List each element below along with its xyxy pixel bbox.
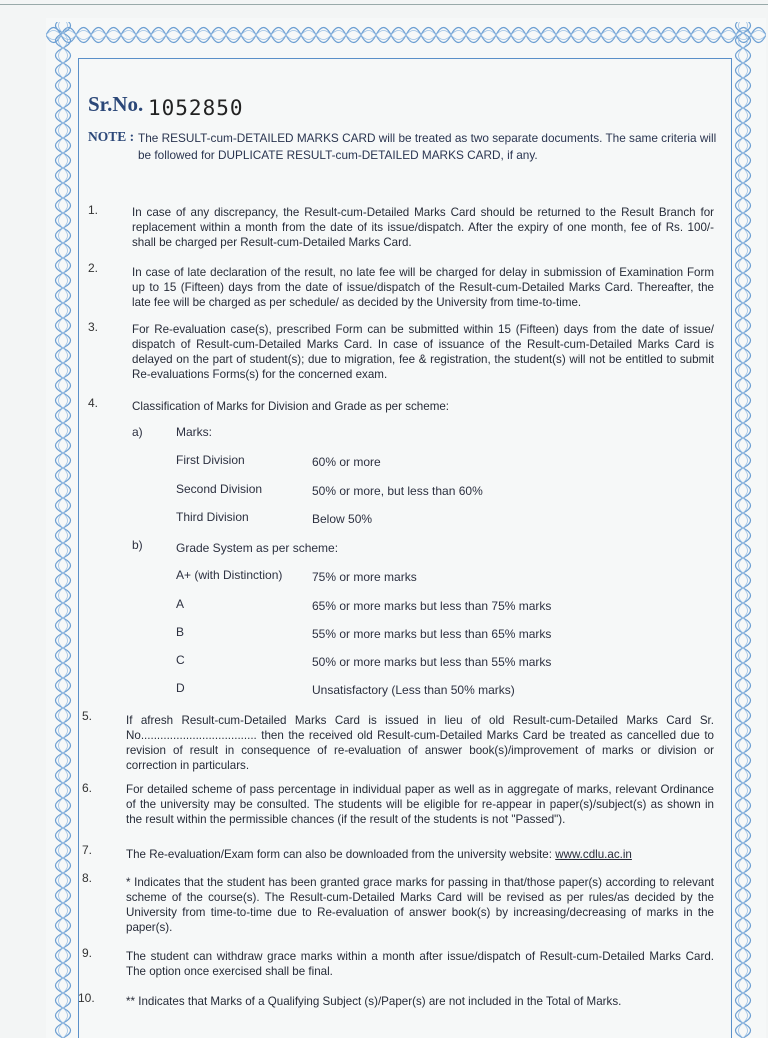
item-10-text: ** Indicates that Marks of a Qualifying Subject (s)/Paper(s) are not included in the Total of Marks. [126, 995, 622, 1008]
item-5-text: If afresh Result-cum-Detailed Marks Card is issued in lieu of old Result-cum-Detailed Marks Card Sr. No.................................... then the received old Result-cum-Detailed Marks Card be treated as cancelled due to revision of result in consequence of re-evaluation of answer book(s)/improvement of marks or division or correction in particulars. [126, 714, 714, 772]
grade-d-range: Unsatisfactory (Less than 50% marks) [312, 683, 515, 697]
grade-a-plus: A+ (with Distinction) [176, 568, 283, 582]
item-2-text: In case of late declaration of the result, no late fee will be charged for delay in submission of Examination Form up to 15 (Fifteen) days from the date of issue/dispatch of the Result-cum-Detailed Marks Card. Thereafter, the late fee will be charged as per schedule/ as decided by the University from time-to-time. [132, 266, 714, 309]
note-text: The RESULT-cum-DETAILED MARKS CARD will be treated as two separate documents. The same criteria will be followed for DUPLICATE RESULT-cum-DETAILED MARKS CARD, if any. [138, 131, 717, 162]
grade-b-range: 55% or more marks but less than 65% marks [312, 627, 552, 641]
grade-a-range: 65% or more marks but less than 75% marks [312, 599, 552, 613]
division-first: First Division [176, 453, 245, 467]
grade-c: C [176, 653, 185, 667]
grade-d: D [176, 681, 185, 695]
grade-c-range: 50% or more marks but less than 55% marks [312, 655, 552, 669]
division-second: Second Division [176, 482, 263, 496]
item-2-number: 2. [88, 261, 99, 275]
item-8-text: * Indicates that the student has been granted grace marks for passing in that/those paper(s) according to relevant scheme of the course(s). The Result-cum-Detailed Marks Card will be revised as per rules/as decided by the University from time-to-time due to Re-evaluation of answer book(s) by increasing/decreasing of marks in the paper(s). [126, 876, 714, 934]
item-8-number: 8. [82, 871, 93, 885]
item-7-sentence: The Re-evaluation/Exam form can also be downloaded from the university website: [126, 848, 552, 861]
marks-title: Marks: [176, 425, 212, 439]
item-7-number: 7. [82, 843, 93, 857]
grades-label-b: b) [132, 538, 143, 552]
division-third: Third Division [176, 510, 249, 524]
grade-b: B [176, 625, 185, 639]
item-7-text [126, 847, 714, 862]
university-website-link[interactable]: www.cdlu.ac.in [555, 848, 632, 861]
marks-label-a: a) [132, 425, 143, 439]
item-5-number: 5. [82, 709, 93, 723]
sr-no-value: 1052850 [148, 96, 244, 120]
grades-title: Grade System as per scheme: [176, 541, 339, 555]
note-label: NOTE : [88, 129, 135, 144]
division-second-range: 50% or more, but less than 60% [312, 484, 483, 498]
division-first-range: 60% or more [312, 455, 381, 469]
division-third-range: Below 50% [312, 512, 373, 526]
grade-a-plus-range: 75% or more marks [312, 570, 417, 584]
item-9-number: 9. [82, 946, 93, 960]
item-1-text: In case of any discrepancy, the Result-cum-Detailed Marks Card should be returned to the Result Branch for replacement within a month from the date of its issue/dispatch. After the expiry of one month, fee of Rs. 100/- shall be charged per Result-cum-Detailed Marks Card. [132, 206, 714, 249]
item-3-number: 3. [88, 320, 99, 334]
item-9-text: The student can withdraw grace marks within a month after issue/dispatch of Result-cum-Detailed Marks Card. The option once exercised shall be final. [126, 950, 714, 978]
item-4-number: 4. [88, 396, 99, 410]
item-6-number: 6. [82, 781, 93, 795]
item-1-number: 1. [88, 203, 99, 217]
item-3-text: For Re-evaluation case(s), prescribed Form can be submitted within 15 (Fifteen) days from the date of issue/ dispatch of Result-cum-Detailed Marks Card. In case of issuance of the Result-cum-Detailed Marks Card is delayed on the part of student(s); due to migration, fee & registration, the student(s) will not be entitled to submit Re-evaluations Forms(s) for the concerned exam. [132, 323, 714, 381]
sr-no-label: Sr.No. [88, 92, 144, 116]
item-6-text: For detailed scheme of pass percentage in individual paper as well as in aggregate of marks, relevant Ordinance of the university may be consulted. The students will be eligible for re-appear in paper(s)/subject(s) as shown in the result within the permissible chances (if the result of the students is not "Passed"). [126, 783, 714, 826]
grade-a: A [176, 597, 185, 611]
item-4-text: Classification of Marks for Division and Grade as per scheme: [132, 400, 450, 413]
item-10-number: 10. [78, 991, 95, 1005]
